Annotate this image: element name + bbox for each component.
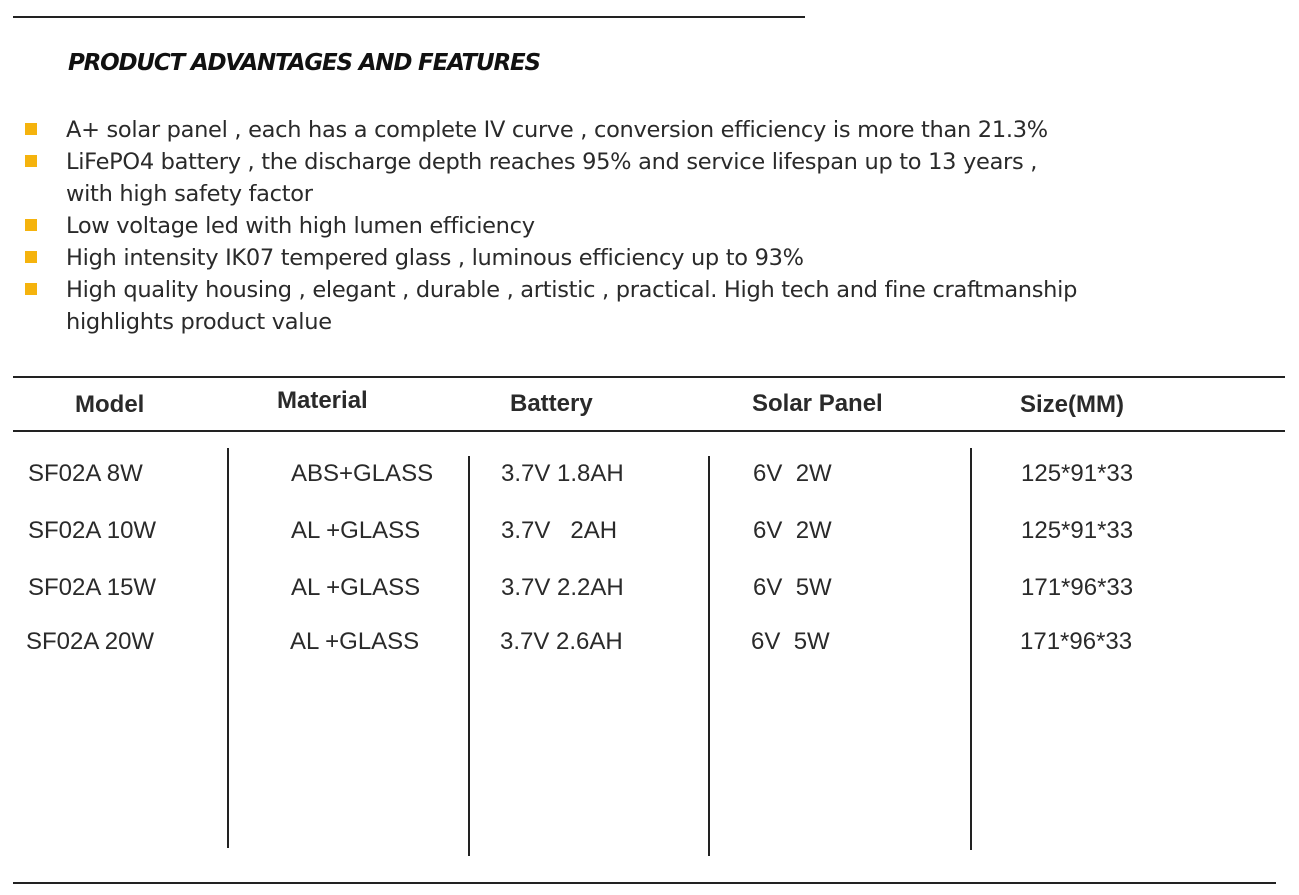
list-item <box>22 146 1252 210</box>
feature-line: A+ solar panel , each has a complete IV curve , conversion efficiency is more than 21.3% <box>66 117 1048 143</box>
list-item <box>22 114 1252 146</box>
square-bullet-icon <box>25 123 37 135</box>
column-header-battery: Battery <box>510 390 593 417</box>
table-cell-material: AL +GLASS <box>291 574 421 601</box>
table-cell-solar-panel: 6V 5W <box>753 574 832 601</box>
table-cell-solar-panel: 6V 2W <box>753 517 832 544</box>
feature-line: with high safety factor <box>66 181 313 207</box>
square-bullet-icon <box>25 219 37 231</box>
table-cell-battery: 3.7V 2.6AH <box>500 628 623 655</box>
table-cell-size: 125*91*33 <box>1021 460 1134 487</box>
feature-line: highlights product value <box>66 309 332 335</box>
table-cell-solar-panel: 6V 2W <box>753 460 832 487</box>
square-bullet-icon <box>25 283 37 295</box>
table-cell-battery: 3.7V 2AH <box>501 517 618 544</box>
table-cell-model: SF02A 15W <box>28 574 157 601</box>
feature-line: Low voltage led with high lumen efficiency <box>66 213 535 239</box>
column-header-size: Size(MM) <box>1020 391 1124 418</box>
column-divider <box>970 448 972 850</box>
square-bullet-icon <box>25 155 37 167</box>
list-item <box>22 210 1252 242</box>
column-divider <box>227 448 229 848</box>
table-cell-material: AL +GLASS <box>291 517 421 544</box>
column-divider <box>708 456 710 856</box>
top-divider <box>13 16 805 18</box>
table-cell-model: SF02A 10W <box>28 517 157 544</box>
square-bullet-icon <box>25 251 37 263</box>
column-header-model: Model <box>75 391 145 418</box>
table-header-rule <box>13 430 1285 432</box>
table-cell-material: ABS+GLASS <box>291 460 434 487</box>
table-cell-battery: 3.7V 2.2AH <box>501 574 624 601</box>
table-cell-material: AL +GLASS <box>290 628 420 655</box>
section-title: PRODUCT ADVANTAGES AND FEATURES <box>68 50 540 76</box>
feature-list <box>22 114 1252 338</box>
list-item <box>22 274 1252 338</box>
table-cell-size: 171*96*33 <box>1021 574 1134 601</box>
feature-line: High quality housing , elegant , durable , artistic , practical. High tech and fine craftmanship <box>66 277 1078 303</box>
table-bottom-rule <box>13 882 1276 884</box>
list-item <box>22 242 1252 274</box>
table-cell-solar-panel: 6V 5W <box>751 628 830 655</box>
feature-line: LiFePO4 battery , the discharge depth reaches 95% and service lifespan up to 13 years , <box>66 149 1038 175</box>
column-divider <box>468 456 470 856</box>
table-top-rule <box>13 376 1285 378</box>
feature-line: High intensity IK07 tempered glass , luminous efficiency up to 93% <box>66 245 804 271</box>
table-cell-size: 171*96*33 <box>1020 628 1133 655</box>
table-cell-model: SF02A 8W <box>28 460 143 487</box>
table-cell-size: 125*91*33 <box>1021 517 1134 544</box>
column-header-solar-panel: Solar Panel <box>752 390 883 417</box>
table-cell-battery: 3.7V 1.8AH <box>501 460 624 487</box>
table-cell-model: SF02A 20W <box>26 628 155 655</box>
column-header-material: Material <box>277 387 368 414</box>
